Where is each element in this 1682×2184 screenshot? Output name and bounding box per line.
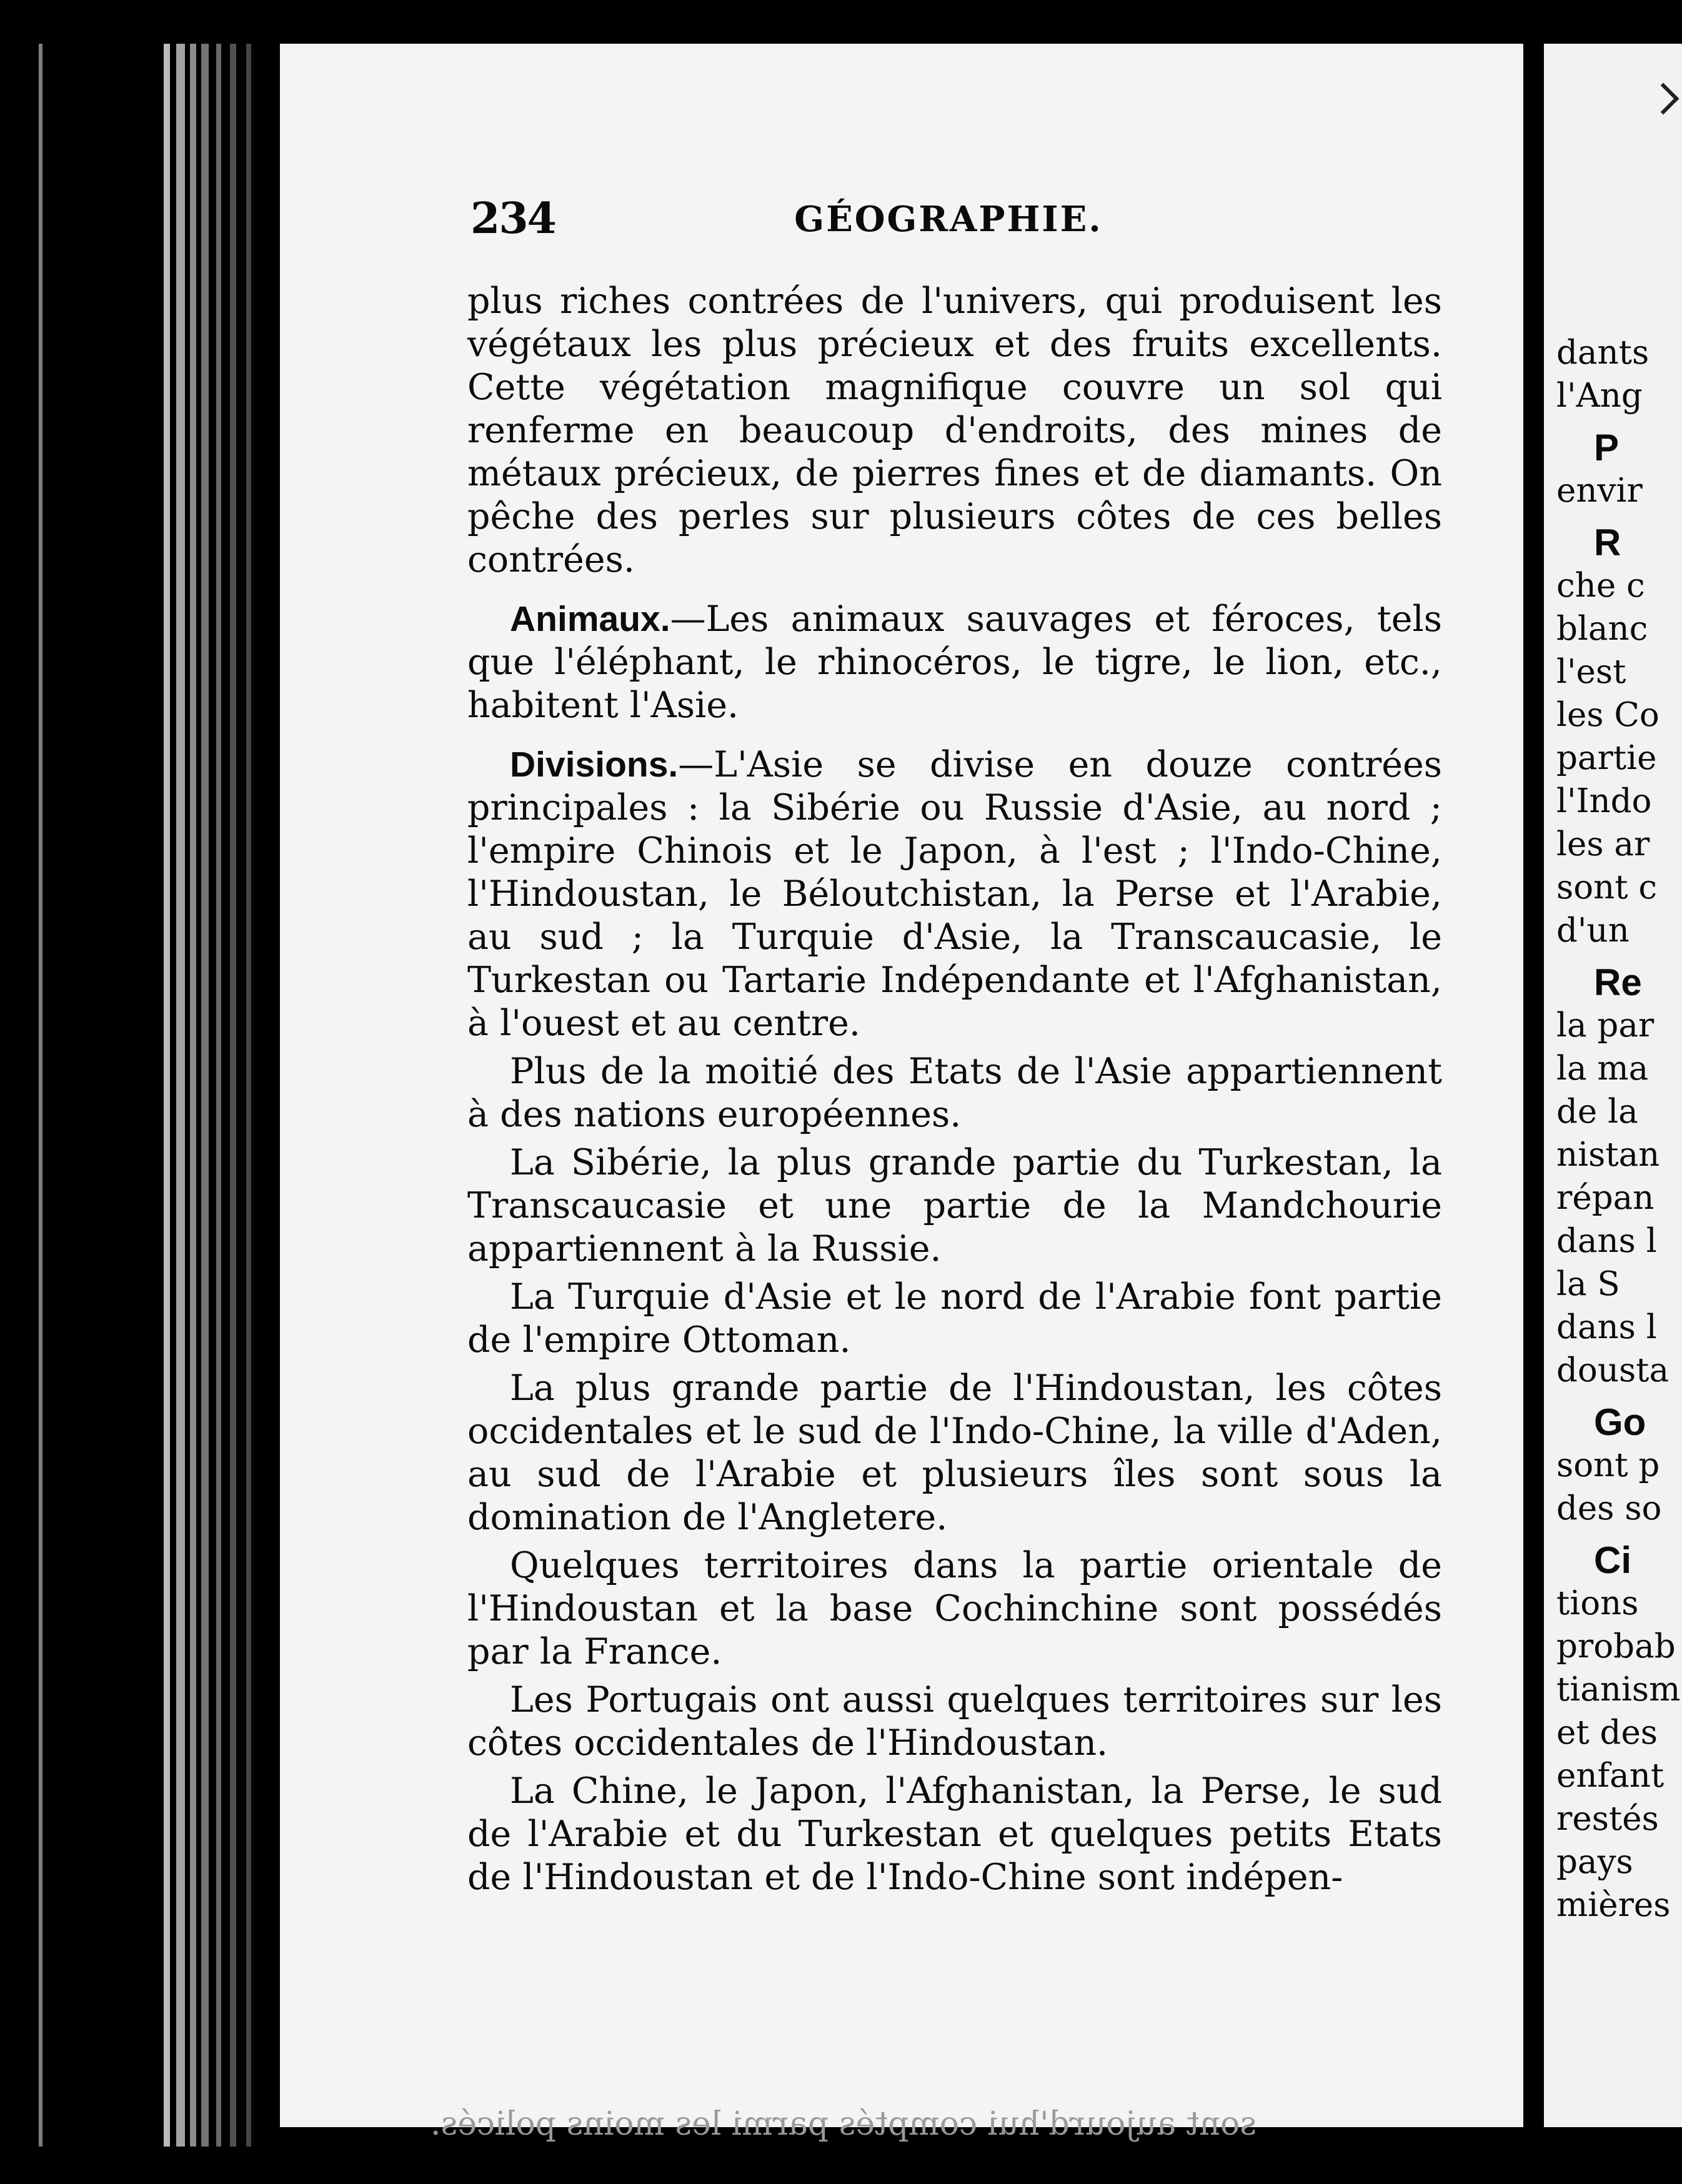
facing-line: Re	[1594, 961, 1642, 1003]
facing-line: Go	[1594, 1401, 1646, 1443]
paragraph-animaux	[467, 598, 1442, 727]
book-binding	[0, 0, 294, 2184]
facing-line: des so	[1556, 1489, 1662, 1527]
facing-line: R	[1594, 522, 1621, 563]
paragraph-text: —L'Asie se divise en douze contrées principales : la Sibérie ou Russie d'Asie, au nord ; l'empire Chinois et le Japon, à l'est ; l'Indo-Chine, l'Hindoustan, le Béloutchistan, la Perse et l'Arabie, au sud ; la Turquie d'Asie, la Transcaucasie, le Turkestan ou Tartarie Indépendante et l'Afghanistan, à l'ouest et au centre.	[467, 744, 1442, 1044]
facing-line: nistan	[1556, 1136, 1660, 1174]
facing-line: sont p	[1556, 1446, 1660, 1484]
facing-line: d'un	[1556, 911, 1630, 950]
facing-line: répan	[1556, 1179, 1655, 1217]
facing-line: envir	[1556, 472, 1643, 510]
facing-line: tianism	[1556, 1670, 1681, 1709]
page-edge	[164, 44, 170, 2147]
facing-page	[1534, 44, 1682, 2127]
facing-line: dans l	[1556, 1308, 1657, 1346]
facing-line: tions	[1556, 1584, 1639, 1622]
facing-line: dousta	[1556, 1351, 1670, 1389]
facing-line: l'Indo	[1556, 782, 1652, 820]
page-edge	[201, 44, 209, 2147]
facing-line: probab	[1556, 1627, 1676, 1665]
paragraph: La Turquie d'Asie et le nord de l'Arabie font partie de l'empire Ottoman.	[467, 1276, 1442, 1361]
facing-line: blanc	[1556, 610, 1648, 648]
paragraph: Les Portugais ont aussi quelques territoires sur les côtes occidentales de l'Hindoustan.	[467, 1679, 1442, 1764]
book-page	[280, 44, 1523, 2127]
paragraph: La plus grande partie de l'Hindoustan, les côtes occidentales et le sud de l'Indo-Chine, la ville d'Aden, au sud de l'Arabie et plusieurs îles sont sous la domination de l'Angletere.	[467, 1367, 1442, 1538]
running-title: GÉOGRAPHIE.	[794, 199, 1103, 240]
page-edge	[190, 44, 196, 2147]
paragraph: Plus de la moitié des Etats de l'Asie appartiennent à des nations européennes.	[467, 1051, 1442, 1135]
facing-line: dans l	[1556, 1222, 1657, 1260]
section-heading: Divisions.	[510, 745, 679, 785]
body-text	[467, 280, 1442, 1899]
paragraph-text: —Les animaux sauvages et féroces, tels que l'éléphant, le rhinocéros, le tigre, le lion, etc., habitent l'Asie.	[467, 598, 1442, 726]
facing-line: mières	[1556, 1886, 1671, 1924]
page-edge	[216, 44, 221, 2147]
facing-line: dants	[1556, 334, 1650, 372]
facing-line: pays	[1556, 1843, 1633, 1881]
facing-line: Ci	[1594, 1539, 1631, 1581]
facing-line: restés	[1556, 1800, 1659, 1838]
page-edge	[176, 44, 185, 2147]
facing-line: la ma	[1556, 1050, 1649, 1088]
facing-page-text	[1556, 331, 1682, 1927]
facing-line: enfant	[1556, 1757, 1665, 1795]
page-edge	[39, 44, 42, 2147]
facing-line: de la	[1556, 1093, 1638, 1131]
paragraph: plus riches contrées de l'univers, qui produisent les végétaux les plus précieux et des fruits excellents. Cette végétation magnifique couvre un sol qui renferme en beaucoup d'endroits, des mines de métaux précieux, de pierres fines et de diamants. On pêche des perles sur plusieurs côtes de ces belles contrées.	[467, 280, 1442, 580]
facing-line: che c	[1556, 567, 1645, 605]
facing-line: les Co	[1556, 696, 1660, 734]
page-edge	[230, 44, 236, 2147]
facing-line: P	[1594, 427, 1620, 469]
facing-line: sont c	[1556, 868, 1658, 906]
page-header	[470, 194, 1426, 262]
corner-mark-icon	[1648, 83, 1680, 115]
facing-line: partie	[1556, 739, 1657, 777]
paragraph: La Chine, le Japon, l'Afghanistan, la Perse, le sud de l'Arabie et du Turkestan et quelques petits Etats de l'Hindoustan et de l'Indo-Chine sont indépen-	[467, 1770, 1442, 1898]
facing-line: les ar	[1556, 825, 1650, 863]
paragraph: Quelques territoires dans la partie orientale de l'Hindoustan et la base Cochinchine sont possédés par la France.	[467, 1545, 1442, 1672]
page-edge	[246, 44, 251, 2147]
section-heading: Animaux.	[510, 599, 670, 639]
facing-line: et des	[1556, 1714, 1658, 1752]
page-number: 234	[470, 194, 555, 244]
bleed-through-text: sont aujourd'hui comptés parmi les moins policés.	[430, 2105, 1257, 2143]
paragraph: La Sibérie, la plus grande partie du Turkestan, la Transcaucasie et une partie de la Mandchourie appartiennent à la Russie.	[467, 1142, 1442, 1269]
facing-line: la par	[1556, 1006, 1655, 1045]
facing-line: l'Ang	[1556, 377, 1643, 415]
facing-line: l'est	[1556, 653, 1626, 691]
facing-line: la S	[1556, 1265, 1620, 1303]
paragraph-divisions	[467, 743, 1442, 1045]
